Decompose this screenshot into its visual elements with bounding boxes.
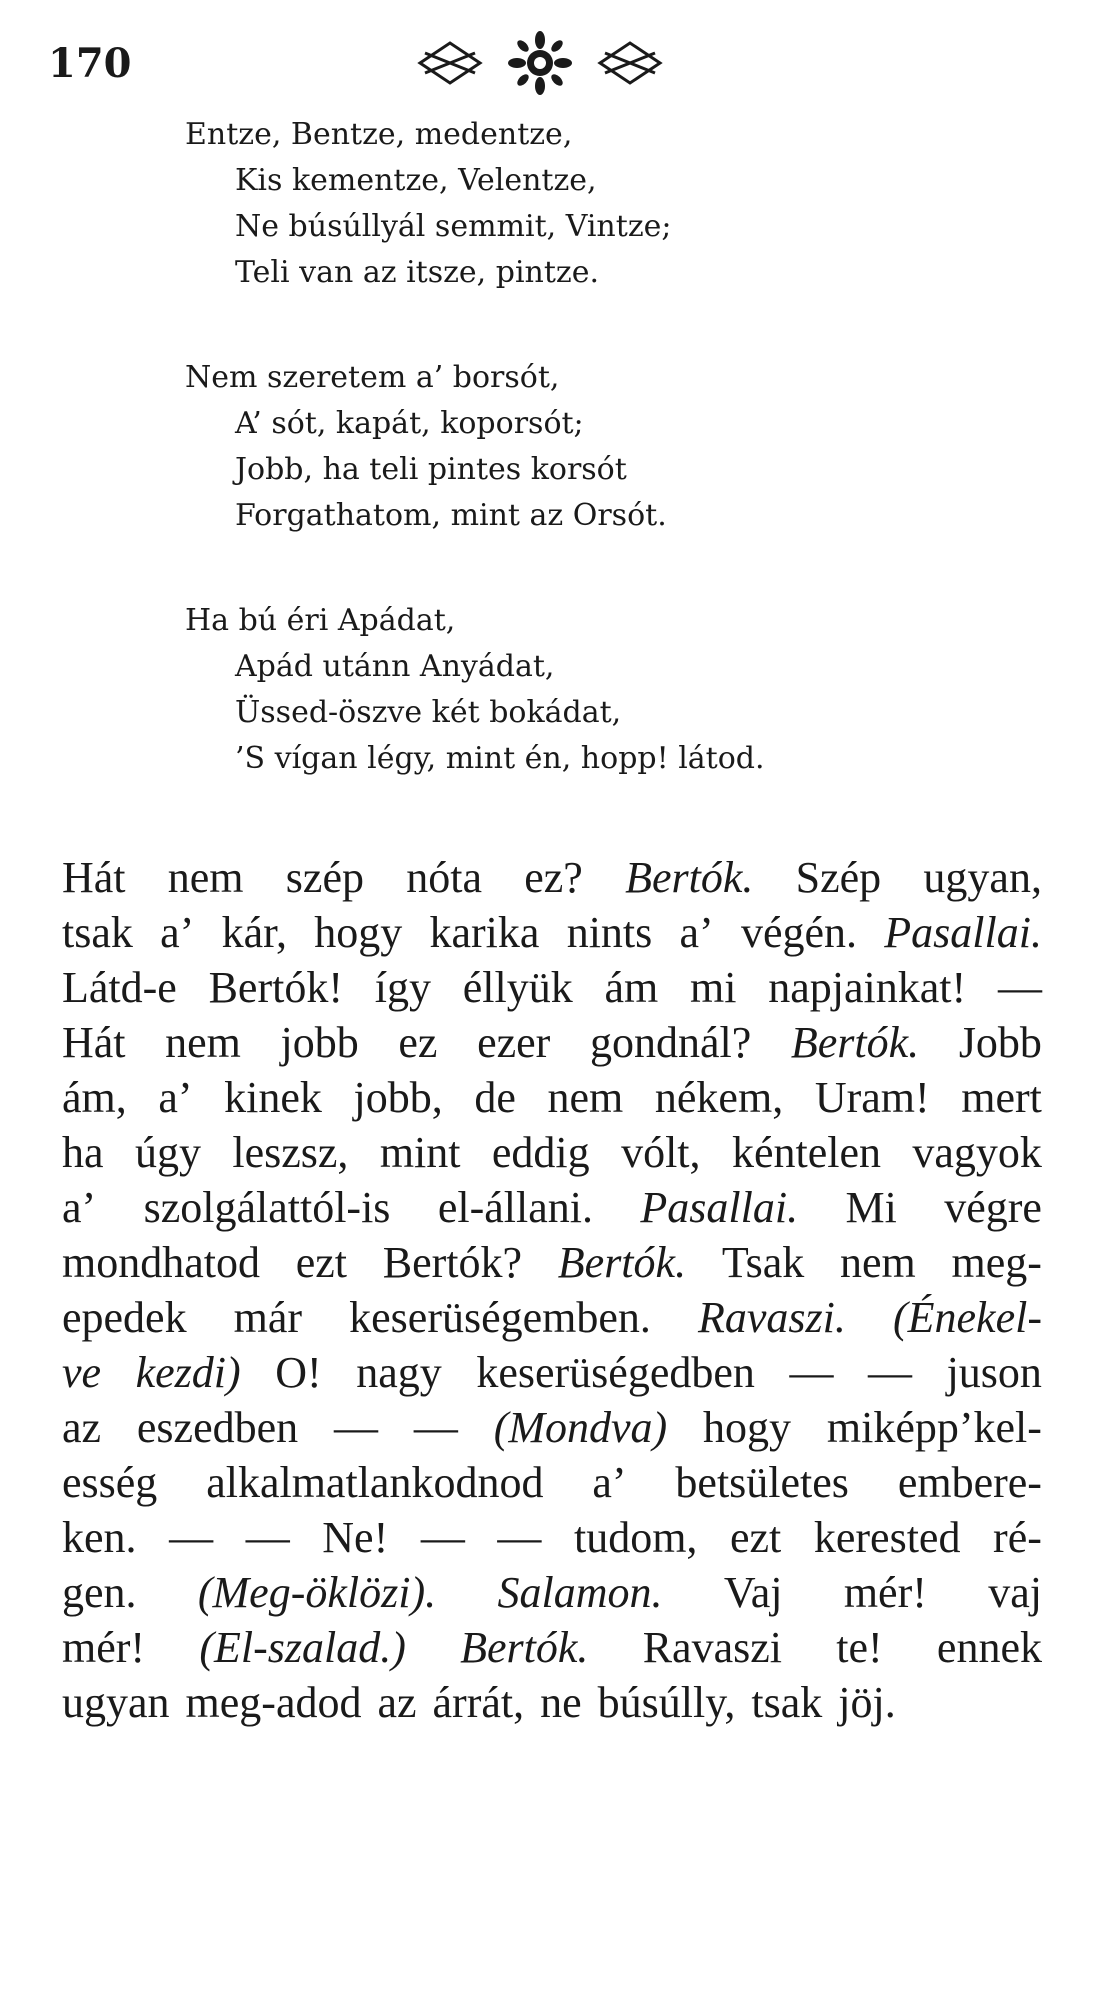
prose-word: ám [604,963,659,1012]
prose-word: gondnál? [589,1018,752,1067]
speaker-or-direction-word: Bertók. [460,1623,589,1672]
prose-word: Hát [62,853,126,902]
prose-word: ha [62,1128,104,1177]
prose-word: O! [275,1348,322,1397]
prose-word: Ravaszi [642,1623,782,1672]
prose-line [62,1180,1042,1235]
prose-word: gen. [62,1568,137,1617]
prose-word: — [420,1513,465,1562]
prose-word: nem [840,1238,916,1287]
prose-word: — [245,1513,290,1562]
prose-word: tsak [751,1678,823,1727]
speaker-or-direction-word: Salamon. [497,1568,663,1617]
prose-word: a’ [592,1458,627,1507]
verse-line: Ne búsúllyál semmit, Vintze; [235,209,672,244]
prose-word: Bertók! [208,963,343,1012]
prose-word: vaj [988,1568,1042,1617]
prose-word: nem [165,1018,241,1067]
prose-word: Szép [795,853,882,902]
verse-line: Teli van az itsze, pintze. [235,255,600,290]
stanza-2 [185,355,667,539]
prose-word: nékem, [654,1073,784,1122]
prose-word: ezt [730,1513,782,1562]
prose-word: karika [429,908,540,957]
prose-word: napjainkat! [768,963,967,1012]
prose-word: — [497,1513,542,1562]
prose-word: búsúlly, [597,1678,736,1727]
prose-word: Mi [845,1183,897,1232]
verse-line: Forgathatom, mint az Orsót. [235,498,667,533]
prose-line [62,960,1042,1015]
prose-word: ezt [295,1238,348,1287]
prose-word: így [374,963,431,1012]
prose-word: nagy [356,1348,442,1397]
prose-word: ám, [62,1073,127,1122]
prose-word: hogy [703,1403,792,1452]
prose-word: alkalmatlankodnod [206,1458,544,1507]
prose-word: már [233,1293,303,1342]
prose-word: epedek [62,1293,187,1342]
prose-word: éllyük [462,963,573,1012]
speaker-or-direction-word: Bertók. [557,1238,687,1287]
prose-word: úgy [134,1128,201,1177]
verse-line: Kis kementze, Velentze, [235,163,597,198]
prose-word: mér! [62,1623,146,1672]
speaker-or-direction-word: Bertók. [790,1018,920,1067]
prose-line [62,1345,1042,1400]
prose-word: ez? [524,853,583,902]
prose-word: végre [944,1183,1042,1232]
prose-line [62,1070,1042,1125]
dialogue-paragraph [62,850,1042,1730]
speaker-or-direction-word: Ravaszi. [698,1293,846,1342]
prose-line [62,1290,1042,1345]
prose-word: — [169,1513,214,1562]
prose-word: a’ [160,908,195,957]
prose-word: nem [547,1073,624,1122]
stanza-3 [185,598,765,782]
prose-word: mi [690,963,737,1012]
prose-word: — [789,1348,834,1397]
prose-word: vagyok [912,1128,1042,1177]
prose-word: ugyan, [923,853,1042,902]
prose-word: ennek [936,1623,1042,1672]
prose-word: ré- [993,1513,1042,1562]
verse-line: Apád utánn Anyádat, [235,649,555,684]
prose-word: Ne! [322,1513,389,1562]
prose-word: keserüségedben [476,1348,755,1397]
speaker-or-direction-word: (Mondva) [493,1403,668,1452]
prose-word: eszedben [136,1403,299,1452]
prose-word: Bertók? [382,1238,523,1287]
prose-word: leszsz, [232,1128,349,1177]
prose-word: vólt, [621,1128,701,1177]
prose-word: ne [540,1678,582,1727]
prose-word: nem [167,853,244,902]
prose-line [62,1620,1042,1675]
prose-word: a’ [62,1183,97,1232]
prose-word: jobb [280,1018,359,1067]
prose-word: juson [946,1348,1042,1397]
prose-word: jobb, [353,1073,443,1122]
prose-word: meg-adod [185,1678,362,1727]
prose-word: jöj. [838,1678,896,1727]
prose-line [62,1565,1042,1620]
verse-line: A’ sót, kapát, koporsót; [235,406,584,441]
prose-word: árrát, [432,1678,525,1727]
prose-word: kerested [813,1513,961,1562]
speaker-or-direction-word: (Meg-öklözi). [197,1568,437,1617]
prose-word: el-állani. [437,1183,593,1232]
speaker-or-direction-word: (El-szalad.) [199,1623,406,1672]
prose-word: — [997,963,1042,1012]
verse-line: ’S vígan légy, mint én, hopp! látod. [235,741,765,776]
prose-word: tudom, [573,1513,698,1562]
prose-word: mint [379,1128,461,1177]
speaker-or-direction-word: Pasallai. [884,908,1042,957]
prose-word: hogy [314,908,403,957]
prose-word: esség [62,1458,158,1507]
speaker-or-direction-word: Bertók. [625,853,754,902]
prose-word: Látd-e [62,963,177,1012]
prose-word: ken. [62,1513,137,1562]
prose-word: a’ [158,1073,193,1122]
prose-word: eddig [491,1128,590,1177]
prose-word: tsak [62,908,133,957]
prose-word: de [474,1073,516,1122]
prose-word: mert [961,1073,1042,1122]
prose-word: ezer [477,1018,551,1067]
prose-word: szép [285,853,364,902]
prose-word: kár, [221,908,287,957]
prose-word: miképp’kel- [826,1403,1042,1452]
speaker-or-direction-word: kezdi) [135,1348,241,1397]
prose-word: te! [836,1623,883,1672]
prose-word: meg- [951,1238,1042,1287]
verse-line: Nem szeretem a’ borsót, [185,360,560,395]
prose-line [62,905,1042,960]
prose-word: Uram! [814,1073,930,1122]
prose-word: nóta [406,853,482,902]
prose-line [62,1675,1042,1730]
verse-line: Üssed-öszve két bokádat, [235,695,622,730]
prose-word: Tsak [721,1238,805,1287]
prose-word: az [377,1678,417,1727]
prose-word: — [868,1348,913,1397]
prose-word: kéntelen [731,1128,881,1177]
speaker-or-direction-word: ve [62,1348,102,1397]
prose-word: embere- [897,1458,1042,1507]
page-number: 170 [48,40,132,87]
prose-word: szolgálattól-is [143,1183,391,1232]
prose-word: — [413,1403,458,1452]
prose-line [62,1455,1042,1510]
prose-word: kinek [224,1073,322,1122]
prose-word: mér! [843,1568,927,1617]
prose-line [62,1125,1042,1180]
prose-word: végén. [740,908,858,957]
speaker-or-direction-word: Pasallai. [640,1183,799,1232]
prose-word: betsületes [675,1458,849,1507]
prose-line [62,1015,1042,1070]
verse-line: Entze, Bentze, medentze, [185,117,573,152]
prose-line [62,1400,1042,1455]
prose-line [62,850,1042,905]
prose-word: Jobb [958,1018,1042,1067]
verse-line: Ha bú éri Apádat, [185,603,456,638]
prose-word: mondhatod [62,1238,260,1287]
prose-word: — [334,1403,378,1452]
floral-ornament-icon [400,28,680,98]
stanza-1 [185,112,671,296]
prose-word: Hát [62,1018,126,1067]
prose-word: Vaj [723,1568,783,1617]
verse-line: Jobb, ha teli pintes korsót [235,452,627,487]
prose-line [62,1235,1042,1290]
prose-line [62,1510,1042,1565]
prose-word: ugyan [62,1678,170,1727]
prose-word: ez [398,1018,438,1067]
prose-word: a’ [679,908,714,957]
prose-word: keserüségemben. [349,1293,651,1342]
prose-word: az [62,1403,102,1452]
prose-word: nints [566,908,653,957]
speaker-or-direction-word: (Énekel- [892,1293,1042,1342]
